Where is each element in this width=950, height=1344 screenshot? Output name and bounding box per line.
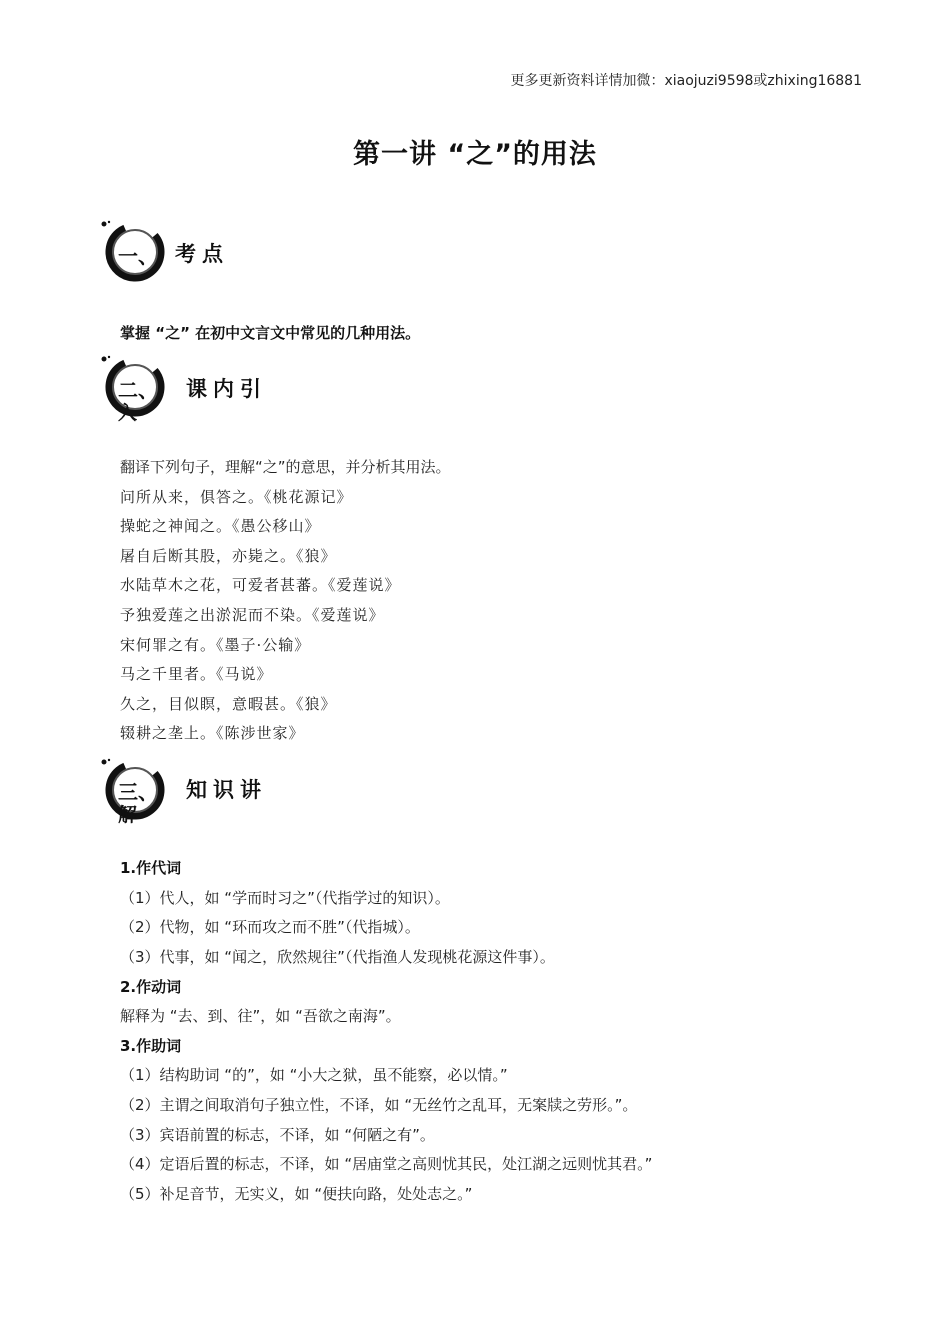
knowledge-item: （2）主谓之间取消句子独立性，不译，如 “无丝竹之乱耳，无案牍之劳形。”。 (120, 1096, 638, 1114)
section-title: 课内引 (186, 377, 267, 401)
intro-sentence: 久之，目似瞑，意暇甚。《狼》 (120, 695, 337, 713)
header-note: 更多更新资料详情加微：xiaojuzi9598或zhixing16881 (510, 73, 862, 89)
knowledge-item: （4）定语后置的标志，不译，如 “居庙堂之高则忧其民，处江湖之远则忧其君。” (120, 1155, 653, 1173)
subheading: 1.作代词 (120, 859, 182, 877)
intro-sentence: 问所从来，俱答之。《桃花源记》 (120, 488, 353, 506)
section-title: 考点 (175, 242, 229, 266)
intro-sentence: 水陆草木之花，可爱者甚蕃。《爱莲说》 (120, 576, 401, 594)
intro-sentence: 予独爱莲之出淤泥而不染。《爱莲说》 (120, 606, 385, 624)
knowledge-item: （3）代事，如 “闻之，欣然规往”（代指渔人发现桃花源这件事）。 (120, 948, 555, 966)
knowledge-item: （1）代人，如 “学而时习之”（代指学过的知识）。 (120, 889, 450, 907)
section-number: 一、 (118, 244, 158, 268)
knowledge-item: （5）补足音节，无实义，如 “便扶向路，处处志之。” (120, 1185, 473, 1203)
knowledge-item: （2）代物，如 “环而攻之而不胜”（代指城）。 (120, 918, 420, 936)
section-title-wrap: 入 (118, 402, 138, 424)
intro-sentence: 马之千里者。《马说》 (120, 665, 273, 683)
page-title: 第一讲 “之”的用法 (353, 139, 597, 170)
knowledge-item: （3）宾语前置的标志，不译，如 “何陋之有”。 (120, 1126, 435, 1144)
intro-instruction: 翻译下列句子，理解“之”的意思，并分析其用法。 (120, 458, 451, 476)
subheading: 3.作助词 (120, 1037, 182, 1055)
subheading: 2.作动词 (120, 978, 182, 996)
section-number: 二、 (118, 378, 158, 402)
intro-sentence: 操蛇之神闻之。《愚公移山》 (120, 517, 321, 535)
section-title-wrap: 解 (118, 804, 138, 826)
section-number: 三、 (118, 780, 158, 804)
intro-sentence: 屠自后断其股，亦毙之。《狼》 (120, 547, 337, 565)
objective-text: 掌握 “之” 在初中文言文中常见的几种用法。 (120, 324, 421, 342)
intro-sentence: 辍耕之垄上。《陈涉世家》 (120, 724, 305, 742)
knowledge-item: （1）结构助词 “的”，如 “小大之狱，虽不能察，必以情。” (120, 1066, 508, 1084)
knowledge-item: 解释为 “去、到、往”，如 “吾欲之南海”。 (120, 1007, 401, 1025)
intro-sentence: 宋何罪之有。《墨子·公输》 (120, 636, 311, 654)
section-title: 知识讲 (186, 778, 267, 802)
